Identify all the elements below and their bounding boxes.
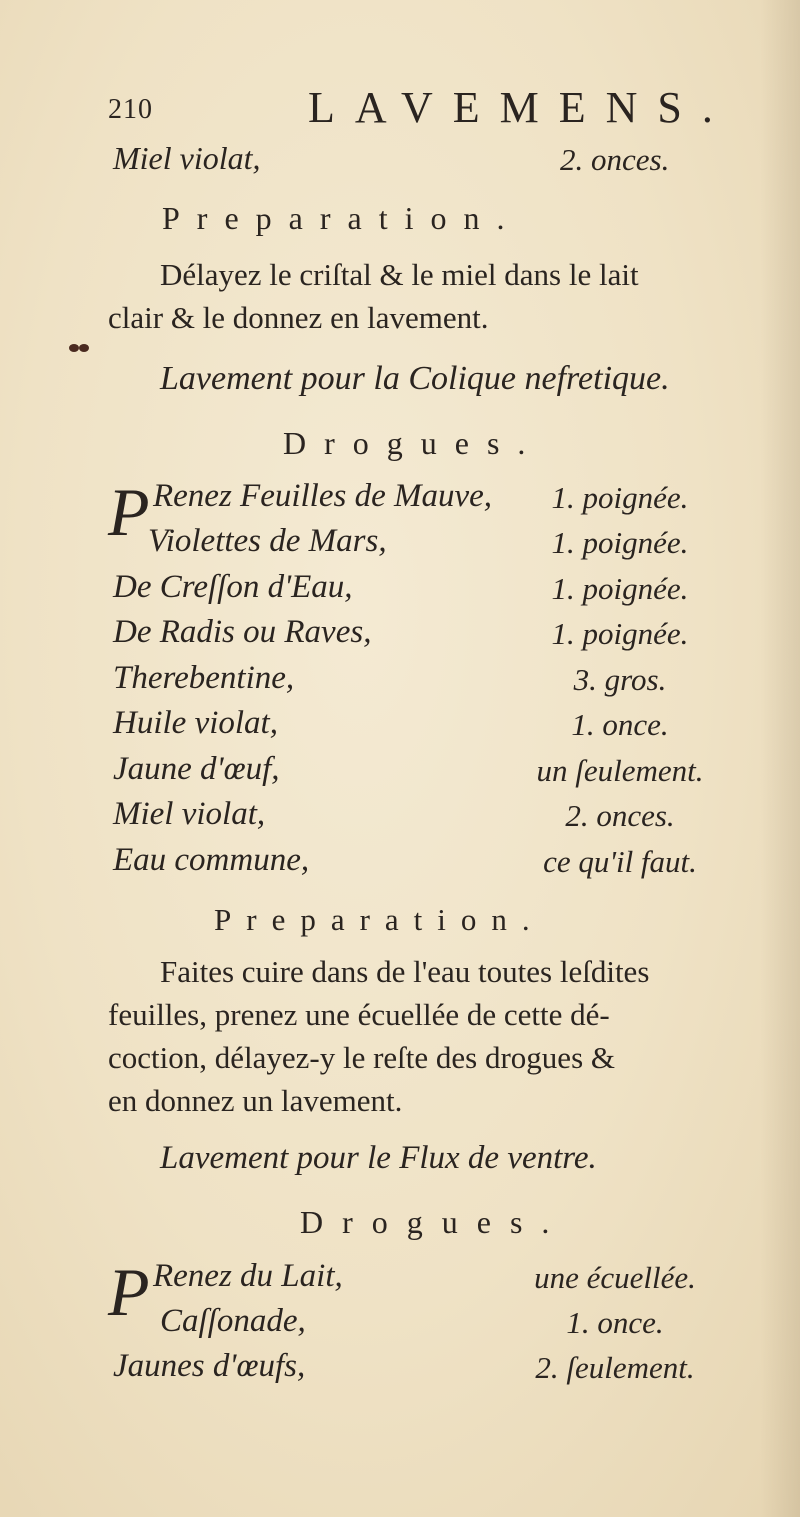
ingredient-qty: ce qu'il faut.	[543, 844, 697, 879]
ingredient-name: Caſſonade,	[160, 1303, 306, 1339]
ingredient-qty: une écuellée.	[534, 1260, 696, 1295]
preparation-line: en donnez un lavement.	[108, 1083, 403, 1118]
ingredient-name: Jaune d'œuf,	[113, 751, 280, 787]
ingredient-qty: 3. gros.	[573, 662, 667, 697]
ingredient-qty: un ſeulement.	[536, 753, 704, 788]
page-number: 210	[108, 94, 153, 125]
ingredient-name: Jaunes d'œufs,	[113, 1348, 306, 1384]
preparation-line: Faites cuire dans de l'eau toutes leſdites	[160, 954, 650, 989]
preparation-heading-1: Preparation.	[162, 200, 522, 236]
paragraph-line: Délayez le criſtal & le miel dans le lait	[160, 257, 639, 292]
preparation-paragraph-1-cont	[108, 296, 708, 339]
running-title: LAVEMENS.	[308, 83, 733, 132]
recipe-title-colique: Lavement pour la Colique nefretique.	[160, 360, 670, 397]
ingredient-qty: 1. poignée.	[551, 616, 689, 651]
ingredient-name: Violettes de Mars,	[148, 523, 387, 559]
drogues-heading-1: Drogues.	[283, 425, 544, 461]
ingredient-name: De Radis ou Raves,	[113, 614, 372, 650]
carryover-ingredient-name: Miel violat,	[113, 140, 261, 176]
ink-mark-icon	[68, 342, 90, 354]
ingredient-qty: 1. poignée.	[551, 525, 689, 560]
preparation-paragraph-1	[160, 253, 700, 296]
preparation-line: coction, délayez-y le reſte des drogues &	[108, 1040, 615, 1075]
carryover-ingredient-qty: 2. onces.	[560, 142, 670, 177]
ingredient-qty: 2. onces.	[565, 798, 675, 833]
ingredient-name: Renez du Lait,	[153, 1258, 343, 1294]
running-head	[108, 82, 733, 132]
ingredient-name: Miel violat,	[113, 796, 266, 832]
ingredient-name: Renez Feuilles de Mauve,	[153, 478, 493, 514]
ingredient-qty: 2. ſeulement.	[535, 1350, 695, 1385]
ingredient-qty: 1. once.	[566, 1305, 664, 1340]
drogues-heading-2: Drogues.	[300, 1204, 569, 1240]
ingredient-name: Huile violat,	[113, 705, 278, 741]
ingredient-name: Therebentine,	[113, 660, 295, 696]
dropcap-initial: P	[108, 474, 150, 550]
paragraph-line: clair & le donnez en lavement.	[108, 300, 489, 335]
preparation-line: feuilles, prenez une écuellée de cette dé-	[108, 997, 610, 1032]
dropcap-initial: P	[108, 1254, 150, 1330]
ingredient-qty: 1. once.	[571, 707, 669, 742]
ingredient-qty: 1. poignée.	[551, 571, 689, 606]
page-edge-shadow	[760, 0, 800, 1517]
ingredient-name: Eau commune,	[113, 842, 310, 878]
preparation-heading-2: Preparation.	[214, 902, 545, 937]
ingredient-name: De Creſſon d'Eau,	[113, 569, 353, 605]
recipe-title-flux: Lavement pour le Flux de ventre.	[160, 1140, 597, 1176]
ingredient-qty: 1. poignée.	[551, 480, 689, 515]
